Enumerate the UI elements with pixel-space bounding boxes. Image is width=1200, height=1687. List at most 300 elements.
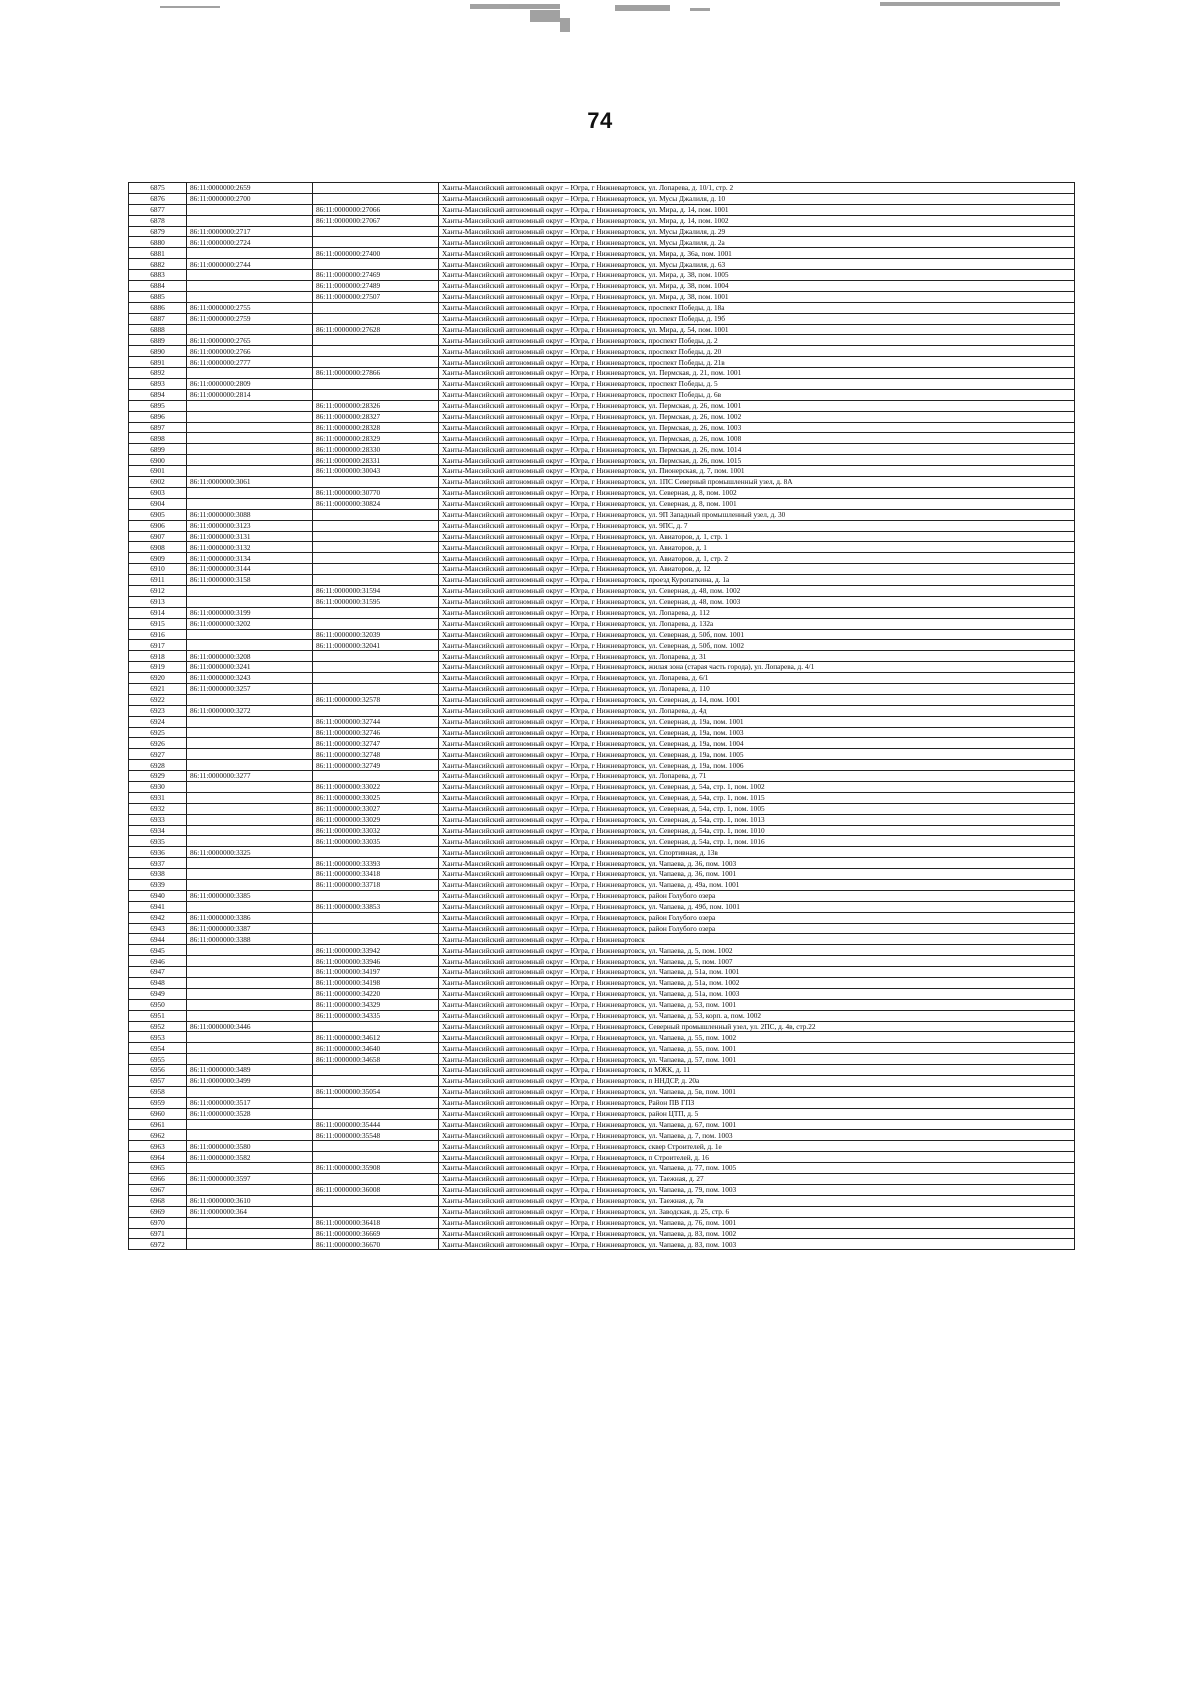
table-row [129, 542, 1075, 553]
row-number: 6963 [129, 1141, 187, 1152]
row-number: 6969 [129, 1206, 187, 1217]
row-number: 6942 [129, 912, 187, 923]
table-row [129, 422, 1075, 433]
address: Ханты-Мансийский автономный округ – Югра, г Нижневартовск, ул. Северная, д. 48, пом. 1003 [439, 596, 1075, 607]
table-row [129, 1195, 1075, 1206]
cadastral-number-parcel: 86:11:0000000:2700 [187, 193, 313, 204]
row-number: 6889 [129, 335, 187, 346]
row-number: 6957 [129, 1076, 187, 1087]
address: Ханты-Мансийский автономный округ – Югра, г Нижневартовск, ул. Северная, д. 54а, стр. 1, пом. 1016 [439, 836, 1075, 847]
cadastral-number-parcel [187, 368, 313, 379]
cadastral-number-premises [313, 335, 439, 346]
cadastral-number-parcel: 86:11:0000000:3272 [187, 705, 313, 716]
cadastral-number-parcel: 86:11:0000000:3489 [187, 1065, 313, 1076]
cadastral-number-premises: 86:11:0000000:27469 [313, 270, 439, 281]
cadastral-number-parcel [187, 814, 313, 825]
table-row [129, 640, 1075, 651]
cadastral-number-premises: 86:11:0000000:33025 [313, 792, 439, 803]
table-row [129, 248, 1075, 259]
table-row [129, 727, 1075, 738]
cadastral-number-premises: 86:11:0000000:33718 [313, 880, 439, 891]
cadastral-number-premises [313, 673, 439, 684]
row-number: 6914 [129, 607, 187, 618]
row-number: 6958 [129, 1086, 187, 1097]
cadastral-number-parcel [187, 781, 313, 792]
address: Ханты-Мансийский автономный округ – Югра, г Нижневартовск, ул. Чапаева, д. 49б, пом. 1001 [439, 901, 1075, 912]
cadastral-number-premises: 86:11:0000000:34612 [313, 1032, 439, 1043]
cadastral-number-parcel [187, 803, 313, 814]
cadastral-number-parcel: 86:11:0000000:3528 [187, 1108, 313, 1119]
cadastral-number-parcel [187, 629, 313, 640]
cadastral-number-premises [313, 705, 439, 716]
registry-table-body [129, 183, 1075, 1250]
cadastral-number-premises: 86:11:0000000:33027 [313, 803, 439, 814]
address: Ханты-Мансийский автономный округ – Югра, г Нижневартовск, ул. 9П Западный промышленный узел, д. 30 [439, 509, 1075, 520]
cadastral-number-premises [313, 542, 439, 553]
cadastral-number-premises [313, 1206, 439, 1217]
cadastral-number-premises [313, 183, 439, 194]
cadastral-number-premises [313, 683, 439, 694]
address: Ханты-Мансийский автономный округ – Югра, г Нижневартовск, ул. Чапаева, д. 77, пом. 1005 [439, 1163, 1075, 1174]
cadastral-number-parcel [187, 1228, 313, 1239]
row-number: 6881 [129, 248, 187, 259]
cadastral-number-premises [313, 379, 439, 390]
address: Ханты-Мансийский автономный округ – Югра, г Нижневартовск, ул. Северная, д. 54а, стр. 1, пом. 1013 [439, 814, 1075, 825]
cadastral-number-premises [313, 389, 439, 400]
address: Ханты-Мансийский автономный округ – Югра, г Нижневартовск, ул. Северная, д. 54а, стр. 1, пом. 1010 [439, 825, 1075, 836]
address: Ханты-Мансийский автономный округ – Югра, г Нижневартовск, ул. Мусы Джалиля, д. 2а [439, 237, 1075, 248]
address: Ханты-Мансийский автономный округ – Югра, г Нижневартовск [439, 934, 1075, 945]
address: Ханты-Мансийский автономный округ – Югра, г Нижневартовск, ул. Пионерская, д. 7, пом. 1001 [439, 466, 1075, 477]
address: Ханты-Мансийский автономный округ – Югра, г Нижневартовск, ул. Спортивная, д. 13в [439, 847, 1075, 858]
row-number: 6921 [129, 683, 187, 694]
cadastral-number-premises: 86:11:0000000:36008 [313, 1184, 439, 1195]
row-number: 6882 [129, 259, 187, 270]
row-number: 6877 [129, 204, 187, 215]
address: Ханты-Мансийский автономный округ – Югра, г Нижневартовск, ул. Чапаева, д. 5, пом. 1007 [439, 956, 1075, 967]
cadastral-number-parcel [187, 1043, 313, 1054]
address: Ханты-Мансийский автономный округ – Югра, г Нижневартовск, проезд Куропаткина, д. 1а [439, 575, 1075, 586]
cadastral-number-parcel [187, 596, 313, 607]
cadastral-number-parcel [187, 1217, 313, 1228]
cadastral-number-parcel [187, 204, 313, 215]
row-number: 6944 [129, 934, 187, 945]
row-number: 6952 [129, 1021, 187, 1032]
table-row [129, 313, 1075, 324]
cadastral-number-premises [313, 1097, 439, 1108]
cadastral-number-parcel [187, 694, 313, 705]
cadastral-number-premises [313, 923, 439, 934]
cadastral-number-premises: 86:11:0000000:33942 [313, 945, 439, 956]
cadastral-number-premises: 86:11:0000000:31594 [313, 585, 439, 596]
address: Ханты-Мансийский автономный округ – Югра, г Нижневартовск, ул. Чапаева, д. 36, пом. 1003 [439, 858, 1075, 869]
table-row [129, 564, 1075, 575]
address: Ханты-Мансийский автономный округ – Югра, г Нижневартовск, ул. Чапаева, д. 53, пом. 1001 [439, 999, 1075, 1010]
cadastral-number-premises: 86:11:0000000:32746 [313, 727, 439, 738]
cadastral-number-premises [313, 662, 439, 673]
row-number: 6888 [129, 324, 187, 335]
cadastral-number-parcel [187, 749, 313, 760]
table-row [129, 738, 1075, 749]
cadastral-number-parcel: 86:11:0000000:3199 [187, 607, 313, 618]
cadastral-number-premises: 86:11:0000000:32747 [313, 738, 439, 749]
row-number: 6896 [129, 411, 187, 422]
row-number: 6925 [129, 727, 187, 738]
cadastral-number-premises: 86:11:0000000:31595 [313, 596, 439, 607]
cadastral-number-premises [313, 1195, 439, 1206]
cadastral-number-premises [313, 193, 439, 204]
table-row [129, 1076, 1075, 1087]
cadastral-number-parcel [187, 956, 313, 967]
table-row [129, 1228, 1075, 1239]
address: Ханты-Мансийский автономный округ – Югра, г Нижневартовск, проспект Победы, д. 19б [439, 313, 1075, 324]
cadastral-number-parcel: 86:11:0000000:3385 [187, 890, 313, 901]
cadastral-number-parcel [187, 400, 313, 411]
table-row [129, 520, 1075, 531]
row-number: 6970 [129, 1217, 187, 1228]
table-row [129, 1217, 1075, 1228]
address: Ханты-Мансийский автономный округ – Югра, г Нижневартовск, ул. Пермская, д. 26, пом. 1015 [439, 455, 1075, 466]
cadastral-number-premises: 86:11:0000000:30824 [313, 498, 439, 509]
address: Ханты-Мансийский автономный округ – Югра, г Нижневартовск, ул. Северная, д. 50б, пом. 1001 [439, 629, 1075, 640]
cadastral-number-premises: 86:11:0000000:33946 [313, 956, 439, 967]
cadastral-number-premises: 86:11:0000000:27866 [313, 368, 439, 379]
address: Ханты-Мансийский автономный округ – Югра, г Нижневартовск, Северный промышленный узел, ул. 2ПС, д. 4в, стр.22 [439, 1021, 1075, 1032]
row-number: 6884 [129, 281, 187, 292]
cadastral-number-premises [313, 575, 439, 586]
table-row [129, 193, 1075, 204]
table-row [129, 183, 1075, 194]
table-row [129, 1043, 1075, 1054]
cadastral-number-premises: 86:11:0000000:35908 [313, 1163, 439, 1174]
cadastral-number-parcel [187, 1239, 313, 1250]
table-row [129, 291, 1075, 302]
cadastral-number-premises: 86:11:0000000:35054 [313, 1086, 439, 1097]
cadastral-number-premises: 86:11:0000000:30770 [313, 487, 439, 498]
address: Ханты-Мансийский автономный округ – Югра, г Нижневартовск, ул. Чапаева, д. 36, пом. 1001 [439, 869, 1075, 880]
address: Ханты-Мансийский автономный округ – Югра, г Нижневартовск, ул. Лопарева, д. 31 [439, 651, 1075, 662]
row-number: 6948 [129, 978, 187, 989]
cadastral-number-parcel: 86:11:0000000:2777 [187, 357, 313, 368]
cadastral-number-parcel [187, 248, 313, 259]
table-row [129, 803, 1075, 814]
scan-artifacts [0, 0, 1200, 40]
cadastral-number-parcel: 86:11:0000000:3061 [187, 477, 313, 488]
cadastral-number-parcel [187, 901, 313, 912]
address: Ханты-Мансийский автономный округ – Югра, г Нижневартовск, ул. Мира, д. 14, пом. 1001 [439, 204, 1075, 215]
table-row [129, 651, 1075, 662]
row-number: 6949 [129, 988, 187, 999]
cadastral-number-parcel [187, 1032, 313, 1043]
address: Ханты-Мансийский автономный округ – Югра, г Нижневартовск, ул. Чапаева, д. 7, пом. 1003 [439, 1130, 1075, 1141]
cadastral-number-parcel [187, 270, 313, 281]
cadastral-number-premises: 86:11:0000000:36418 [313, 1217, 439, 1228]
address: Ханты-Мансийский автономный округ – Югра, г Нижневартовск, ул. Северная, д. 19а, пом. 1005 [439, 749, 1075, 760]
address: Ханты-Мансийский автономный округ – Югра, г Нижневартовск, ул. Чапаева, д. 5, пом. 1002 [439, 945, 1075, 956]
table-row [129, 814, 1075, 825]
table-row [129, 923, 1075, 934]
address: Ханты-Мансийский автономный округ – Югра, г Нижневартовск, ул. Мира, д. 14, пом. 1002 [439, 215, 1075, 226]
cadastral-number-premises [313, 618, 439, 629]
row-number: 6945 [129, 945, 187, 956]
cadastral-number-premises: 86:11:0000000:32749 [313, 760, 439, 771]
row-number: 6964 [129, 1152, 187, 1163]
row-number: 6934 [129, 825, 187, 836]
address: Ханты-Мансийский автономный округ – Югра, г Нижневартовск, ул. Чапаева, д. 51а, пом. 1001 [439, 967, 1075, 978]
address: Ханты-Мансийский автономный округ – Югра, г Нижневартовск, ул. Северная, д. 8, пом. 1001 [439, 498, 1075, 509]
table-row [129, 760, 1075, 771]
cadastral-number-parcel [187, 422, 313, 433]
row-number: 6939 [129, 880, 187, 891]
cadastral-number-premises [313, 237, 439, 248]
row-number: 6904 [129, 498, 187, 509]
address: Ханты-Мансийский автономный округ – Югра, г Нижневартовск, ул. Северная, д. 19а, пом. 1006 [439, 760, 1075, 771]
row-number: 6927 [129, 749, 187, 760]
address: Ханты-Мансийский автономный округ – Югра, г Нижневартовск, ул. Чапаева, д. 53, корп. а, пом. 1002 [439, 1010, 1075, 1021]
cadastral-number-premises [313, 890, 439, 901]
address: Ханты-Мансийский автономный округ – Югра, г Нижневартовск, ул. Мира, д. 38, пом. 1001 [439, 291, 1075, 302]
cadastral-number-parcel: 86:11:0000000:3202 [187, 618, 313, 629]
row-number: 6972 [129, 1239, 187, 1250]
address: Ханты-Мансийский автономный округ – Югра, г Нижневартовск, район ЦТП, д. 5 [439, 1108, 1075, 1119]
cadastral-number-premises: 86:11:0000000:32578 [313, 694, 439, 705]
table-row [129, 1097, 1075, 1108]
cadastral-number-parcel: 86:11:0000000:364 [187, 1206, 313, 1217]
cadastral-number-premises: 86:11:0000000:33029 [313, 814, 439, 825]
cadastral-number-premises: 86:11:0000000:35444 [313, 1119, 439, 1130]
cadastral-number-premises [313, 1174, 439, 1185]
cadastral-number-parcel [187, 455, 313, 466]
address: Ханты-Мансийский автономный округ – Югра, г Нижневартовск, ул. Мусы Джалиля, д. 63 [439, 259, 1075, 270]
cadastral-number-parcel: 86:11:0000000:3123 [187, 520, 313, 531]
row-number: 6954 [129, 1043, 187, 1054]
row-number: 6885 [129, 291, 187, 302]
row-number: 6903 [129, 487, 187, 498]
row-number: 6920 [129, 673, 187, 684]
registry-table [128, 182, 1075, 1250]
table-row [129, 575, 1075, 586]
table-row [129, 455, 1075, 466]
address: Ханты-Мансийский автономный округ – Югра, г Нижневартовск, проспект Победы, д. 21в [439, 357, 1075, 368]
cadastral-number-parcel: 86:11:0000000:2659 [187, 183, 313, 194]
address: Ханты-Мансийский автономный округ – Югра, г Нижневартовск, ул. 9ПС, д. 7 [439, 520, 1075, 531]
row-number: 6902 [129, 477, 187, 488]
row-number: 6946 [129, 956, 187, 967]
row-number: 6959 [129, 1097, 187, 1108]
cadastral-number-premises [313, 1076, 439, 1087]
cadastral-number-parcel: 86:11:0000000:2724 [187, 237, 313, 248]
row-number: 6950 [129, 999, 187, 1010]
table-row [129, 705, 1075, 716]
cadastral-number-parcel [187, 738, 313, 749]
cadastral-number-parcel: 86:11:0000000:3387 [187, 923, 313, 934]
cadastral-number-premises [313, 1141, 439, 1152]
address: Ханты-Мансийский автономный округ – Югра, г Нижневартовск, ул. Таежная, д. 27 [439, 1174, 1075, 1185]
cadastral-number-premises: 86:11:0000000:34335 [313, 1010, 439, 1021]
cadastral-number-premises [313, 477, 439, 488]
cadastral-number-premises: 86:11:0000000:33418 [313, 869, 439, 880]
cadastral-number-parcel [187, 640, 313, 651]
row-number: 6955 [129, 1054, 187, 1065]
address: Ханты-Мансийский автономный округ – Югра, г Нижневартовск, ул. Чапаева, д. 57, пом. 1001 [439, 1054, 1075, 1065]
cadastral-number-parcel: 86:11:0000000:3386 [187, 912, 313, 923]
address: Ханты-Мансийский автономный округ – Югра, г Нижневартовск, ул. Северная, д. 8, пом. 1002 [439, 487, 1075, 498]
cadastral-number-parcel [187, 1054, 313, 1065]
row-number: 6940 [129, 890, 187, 901]
cadastral-number-parcel [187, 1086, 313, 1097]
cadastral-number-parcel: 86:11:0000000:3241 [187, 662, 313, 673]
row-number: 6937 [129, 858, 187, 869]
table-row [129, 509, 1075, 520]
cadastral-number-premises [313, 357, 439, 368]
address: Ханты-Мансийский автономный округ – Югра, г Нижневартовск, ул. Лопарева, д. 6/1 [439, 673, 1075, 684]
row-number: 6891 [129, 357, 187, 368]
table-row [129, 270, 1075, 281]
table-row [129, 869, 1075, 880]
cadastral-number-parcel: 86:11:0000000:3088 [187, 509, 313, 520]
address: Ханты-Мансийский автономный округ – Югра, г Нижневартовск, проспект Победы, д. 6в [439, 389, 1075, 400]
cadastral-number-parcel: 86:11:0000000:3208 [187, 651, 313, 662]
address: Ханты-Мансийский автономный округ – Югра, г Нижневартовск, район Голубого озера [439, 912, 1075, 923]
cadastral-number-premises: 86:11:0000000:27067 [313, 215, 439, 226]
cadastral-number-premises: 86:11:0000000:33393 [313, 858, 439, 869]
table-row [129, 379, 1075, 390]
cadastral-number-parcel: 86:11:0000000:2765 [187, 335, 313, 346]
row-number: 6875 [129, 183, 187, 194]
table-row [129, 662, 1075, 673]
row-number: 6893 [129, 379, 187, 390]
table-row [129, 400, 1075, 411]
address: Ханты-Мансийский автономный округ – Югра, г Нижневартовск, ул. Авиаторов, д. 1, стр. 2 [439, 553, 1075, 564]
row-number: 6907 [129, 531, 187, 542]
row-number: 6899 [129, 444, 187, 455]
cadastral-number-parcel [187, 999, 313, 1010]
cadastral-number-parcel [187, 444, 313, 455]
address: Ханты-Мансийский автономный округ – Югра, г Нижневартовск, Район ПВ ГПЗ [439, 1097, 1075, 1108]
cadastral-number-premises [313, 912, 439, 923]
row-number: 6961 [129, 1119, 187, 1130]
address: Ханты-Мансийский автономный округ – Югра, г Нижневартовск, ул. Лопарева, д. 71 [439, 771, 1075, 782]
table-row [129, 825, 1075, 836]
table-row [129, 226, 1075, 237]
cadastral-number-parcel: 86:11:0000000:3158 [187, 575, 313, 586]
cadastral-number-premises [313, 607, 439, 618]
table-row [129, 934, 1075, 945]
cadastral-number-premises: 86:11:0000000:32039 [313, 629, 439, 640]
cadastral-number-parcel [187, 466, 313, 477]
address: Ханты-Мансийский автономный округ – Югра, г Нижневартовск, ул. Чапаева, д. 76, пом. 1001 [439, 1217, 1075, 1228]
cadastral-number-parcel: 86:11:0000000:3582 [187, 1152, 313, 1163]
cadastral-number-parcel: 86:11:0000000:3257 [187, 683, 313, 694]
address: Ханты-Мансийский автономный округ – Югра, г Нижневартовск, ул. Чапаева, д. 51а, пом. 1003 [439, 988, 1075, 999]
address: Ханты-Мансийский автономный округ – Югра, г Нижневартовск, ул. Мусы Джалиля, д. 29 [439, 226, 1075, 237]
cadastral-number-parcel [187, 836, 313, 847]
cadastral-number-parcel: 86:11:0000000:3144 [187, 564, 313, 575]
cadastral-number-premises: 86:11:0000000:32744 [313, 716, 439, 727]
cadastral-number-parcel [187, 727, 313, 738]
cadastral-number-parcel [187, 825, 313, 836]
address: Ханты-Мансийский автономный округ – Югра, г Нижневартовск, ул. Пермская, д. 26, пом. 1014 [439, 444, 1075, 455]
row-number: 6894 [129, 389, 187, 400]
cadastral-number-parcel [187, 1010, 313, 1021]
row-number: 6938 [129, 869, 187, 880]
row-number: 6933 [129, 814, 187, 825]
address: Ханты-Мансийский автономный округ – Югра, г Нижневартовск, ул. Чапаева, д. 5в, пом. 1001 [439, 1086, 1075, 1097]
address: Ханты-Мансийский автономный округ – Югра, г Нижневартовск, ул. Мира, д. 36а, пом. 1001 [439, 248, 1075, 259]
table-row [129, 596, 1075, 607]
cadastral-number-parcel: 86:11:0000000:3388 [187, 934, 313, 945]
row-number: 6915 [129, 618, 187, 629]
cadastral-number-premises [313, 1065, 439, 1076]
table-row [129, 1239, 1075, 1250]
row-number: 6935 [129, 836, 187, 847]
table-row [129, 1152, 1075, 1163]
cadastral-number-premises: 86:11:0000000:30043 [313, 466, 439, 477]
cadastral-number-parcel: 86:11:0000000:2744 [187, 259, 313, 270]
table-row [129, 792, 1075, 803]
cadastral-number-premises: 86:11:0000000:28327 [313, 411, 439, 422]
address: Ханты-Мансийский автономный округ – Югра, г Нижневартовск, ул. Лопарева, д. 10/1, стр. 2 [439, 183, 1075, 194]
cadastral-number-premises [313, 934, 439, 945]
cadastral-number-premises [313, 313, 439, 324]
address: Ханты-Мансийский автономный округ – Югра, г Нижневартовск, ул. Пермская, д. 21, пом. 1001 [439, 368, 1075, 379]
address: Ханты-Мансийский автономный округ – Югра, г Нижневартовск, ул. Пермская, д. 26, пом. 1002 [439, 411, 1075, 422]
cadastral-number-premises: 86:11:0000000:34197 [313, 967, 439, 978]
address: Ханты-Мансийский автономный округ – Югра, г Нижневартовск, ул. Северная, д. 48, пом. 1002 [439, 585, 1075, 596]
cadastral-number-parcel [187, 945, 313, 956]
row-number: 6936 [129, 847, 187, 858]
row-number: 6947 [129, 967, 187, 978]
row-number: 6916 [129, 629, 187, 640]
address: Ханты-Мансийский автономный округ – Югра, г Нижневартовск, сквер Строителей, д. 1е [439, 1141, 1075, 1152]
address: Ханты-Мансийский автономный округ – Югра, г Нижневартовск, ул. Северная, д. 14, пом. 1001 [439, 694, 1075, 705]
row-number: 6908 [129, 542, 187, 553]
cadastral-number-parcel: 86:11:0000000:2759 [187, 313, 313, 324]
table-row [129, 607, 1075, 618]
cadastral-number-parcel: 86:11:0000000:3499 [187, 1076, 313, 1087]
address: Ханты-Мансийский автономный округ – Югра, г Нижневартовск, проспект Победы, д. 18а [439, 302, 1075, 313]
table-row [129, 585, 1075, 596]
table-row [129, 880, 1075, 891]
address: Ханты-Мансийский автономный округ – Югра, г Нижневартовск, ул. Чапаева, д. 55, пом. 1001 [439, 1043, 1075, 1054]
cadastral-number-premises: 86:11:0000000:33035 [313, 836, 439, 847]
cadastral-number-parcel: 86:11:0000000:2809 [187, 379, 313, 390]
table-row [129, 259, 1075, 270]
address: Ханты-Мансийский автономный округ – Югра, г Нижневартовск, ул. Северная, д. 54а, стр. 1, пом. 1015 [439, 792, 1075, 803]
table-row [129, 302, 1075, 313]
cadastral-number-premises: 86:11:0000000:34658 [313, 1054, 439, 1065]
cadastral-number-premises [313, 509, 439, 520]
address: Ханты-Мансийский автономный округ – Югра, г Нижневартовск, район Голубого озера [439, 890, 1075, 901]
row-number: 6880 [129, 237, 187, 248]
table-row [129, 1086, 1075, 1097]
cadastral-number-parcel: 86:11:0000000:3597 [187, 1174, 313, 1185]
table-row [129, 1184, 1075, 1195]
row-number: 6901 [129, 466, 187, 477]
address: Ханты-Мансийский автономный округ – Югра, г Нижневартовск, ул. Северная, д. 19а, пом. 1004 [439, 738, 1075, 749]
table-row [129, 204, 1075, 215]
cadastral-number-premises [313, 226, 439, 237]
cadastral-number-parcel [187, 498, 313, 509]
cadastral-number-premises [313, 771, 439, 782]
row-number: 6956 [129, 1065, 187, 1076]
table-row [129, 618, 1075, 629]
address: Ханты-Мансийский автономный округ – Югра, г Нижневартовск, ул. Лопарева, д. 112 [439, 607, 1075, 618]
table-row [129, 1021, 1075, 1032]
row-number: 6917 [129, 640, 187, 651]
cadastral-number-premises: 86:11:0000000:32748 [313, 749, 439, 760]
cadastral-number-premises: 86:11:0000000:27489 [313, 281, 439, 292]
